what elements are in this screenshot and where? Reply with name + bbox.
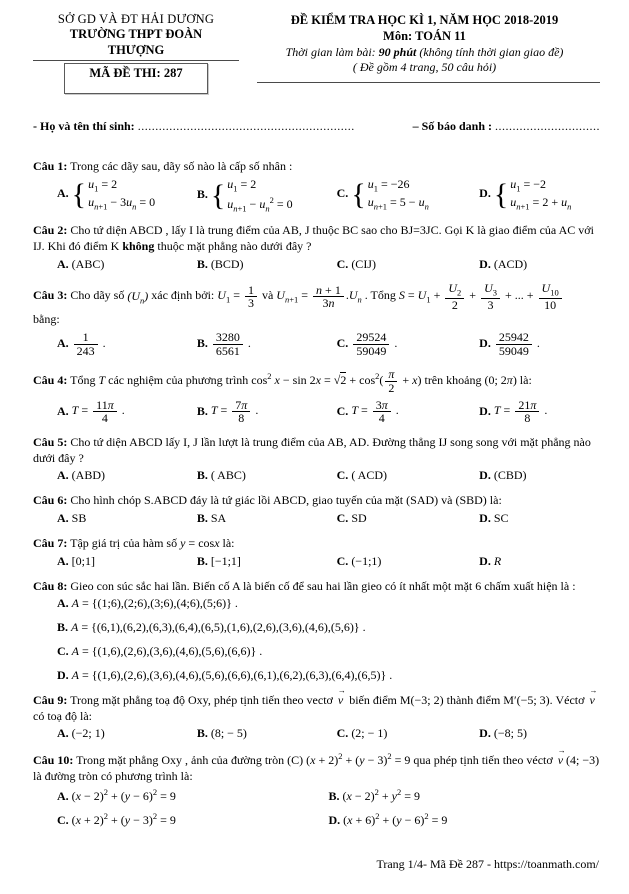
question-7-options	[33, 554, 600, 570]
question-6	[33, 493, 600, 527]
header-right-divider	[257, 82, 600, 83]
question-5-option-B: B. ( ABC)	[196, 468, 246, 483]
exam-code-box	[64, 63, 208, 94]
question-3	[33, 281, 600, 358]
question-7-option-D: D. R	[479, 553, 502, 568]
question-5-option-C: C. ( ACD)	[336, 468, 387, 483]
question-1-text: Câu 1: Trong các dãy sau, dãy số nào là cấp số nhân :	[33, 159, 293, 174]
question-9-option-C: C. (2; − 1)	[336, 726, 388, 741]
student-name-label: - Họ và tên thí sinh:	[33, 119, 135, 134]
question-10-options	[33, 787, 600, 829]
question-1-option-B: B. { $u_1 = 2$ $u_{n+1} - u_n^2 = 0$	[196, 177, 293, 213]
exam-header	[33, 12, 600, 94]
question-8-option-B: B. A = {(6,1),(6,2),(6,3),(6,4),(6,5),(1,6),(2,6),(3,6),(4,6),(5,6)} .	[57, 620, 366, 635]
school-name: TRƯỜNG THPT ĐOÀN THƯỢNG	[69, 27, 203, 57]
student-id-label: – Số báo danh :	[412, 119, 492, 134]
exam-subject: Môn: TOÁN 11	[383, 29, 466, 44]
question-10-option-A: A. $(x - 2)^2 + (y - 6)^2 = 9$	[57, 786, 176, 803]
question-4-text: Câu 4: Tổng T các nghiệm của phương trình $\cos^2 x - \sin 2x = √2 + \cos^2$( $\frac{\pi}{2}$ + x) trên khoảng (0; 2π) là:	[33, 367, 532, 395]
student-id-field	[413, 119, 600, 134]
exam-code: MÃ ĐỀ THI: 287	[89, 66, 183, 81]
question-8-option-C: C. A = {(1,6),(2,6),(3,6),(4,6),(5,6),(6,6)} .	[57, 644, 263, 659]
question-9-option-B: B. (8; − 5)	[196, 726, 247, 741]
questions	[33, 159, 600, 828]
question-7-text: Câu 7: Tập giá trị của hàm số y = cosx là:	[33, 535, 235, 550]
question-6-options	[33, 511, 600, 527]
question-8-option-D: D. A = {(1,6),(2,6),(3,6),(4,6),(5,6),(6,6),(6,1),(6,2),(6,3),(6,4),(6,5)} .	[57, 667, 393, 682]
question-5-option-D: D. (CBD)	[479, 468, 527, 483]
question-6-option-D: D. SC	[479, 511, 509, 526]
question-1-option-A: A. { $u_1 = 2$ $u_{n+1} - 3u_n = 0$	[57, 177, 156, 211]
question-1	[33, 159, 600, 214]
question-3-option-C: C. $\frac{29524}{59049}$ .	[336, 330, 398, 358]
exam-title: ĐỀ KIỂM TRA HỌC KÌ 1, NĂM HỌC 2018-2019	[290, 13, 559, 27]
question-10-option-D: D. $(x + 6)^2 + (y - 6)^2 = 9$	[328, 810, 448, 827]
question-6-text: Câu 6: Cho hình chóp S.ABCD đáy là tứ giác lồi ABCD, giao tuyến của mặt (SAD) và (SBD) là:	[33, 493, 502, 508]
question-8-options	[33, 596, 600, 683]
question-9-options	[33, 726, 600, 742]
question-5	[33, 435, 600, 484]
question-5-text: Câu 5: Cho tứ diện ABCD lấy I, J lần lượt là trung điểm của AB, AD. Đường thẳng IJ song song với mặt phẳng nào dưới đây ?	[33, 434, 591, 465]
question-8-option-A: A. A = {(1;6),(2;6),(3;6),(4;6),(5;6)} .	[57, 596, 238, 611]
question-3-option-B: B. $\frac{3280}{6561}$ .	[196, 330, 251, 358]
question-7	[33, 536, 600, 570]
question-2-option-D: D. (ACD)	[479, 256, 528, 271]
question-7-option-B: B. [−1;1]	[196, 553, 241, 568]
question-1-option-D: D. { $u_1 = -2$ $u_{n+1} = 2 + u_n$	[479, 177, 572, 211]
question-4-option-B: B. T = $\frac{7\pi}{8}$ .	[196, 397, 259, 426]
question-4-options	[33, 398, 600, 426]
question-1-option-C: C. { $u_1 = -26$ $u_{n+1} = 5 - u_n$	[336, 177, 429, 211]
question-6-option-B: B. SA	[196, 511, 227, 526]
question-4-option-C: C. T = $\frac{3\pi}{4}$ .	[336, 397, 399, 426]
student-name-dots: ..............................................................	[137, 119, 355, 134]
question-8-text: Câu 8: Gieo con súc sắc hai lần. Biến cố A là biến cố để sau hai lần gieo có ít nhất một mặt 6 chấm xuất hiện là :	[33, 578, 576, 593]
question-1-options	[33, 177, 600, 214]
question-9-option-D: D. (−8; 5)	[479, 726, 527, 741]
question-4-option-D: D. T = $\frac{21\pi}{8}$ .	[479, 397, 548, 426]
student-id-dots: ..............................	[495, 119, 600, 134]
header-right-column	[239, 12, 600, 83]
question-9-text: Câu 9: Trong mặt phẳng toạ độ Oxy, phép tịnh tiến theo vectơ v → biến điểm M(−3; 2) thành điểm M′(−5; 3). Véctơ v → có toạ độ là:	[33, 693, 600, 725]
question-10-option-C: C. $(x + 2)^2 + (y - 3)^2 = 9$	[57, 810, 176, 827]
question-5-option-A: A. (ABD)	[57, 468, 105, 483]
question-3-option-A: A. $\frac{1}{243}$ .	[57, 330, 106, 358]
question-9-option-A: A. (−2; 1)	[57, 726, 105, 741]
question-4	[33, 367, 600, 425]
question-3-options	[33, 330, 600, 358]
question-2-option-A: A. (ABC)	[57, 256, 105, 271]
student-info-line	[33, 119, 600, 134]
header-left-divider	[33, 60, 239, 61]
question-5-options	[33, 468, 600, 484]
student-name-field	[33, 119, 355, 134]
question-6-option-A: A. SB	[57, 511, 87, 526]
question-2-options	[33, 257, 600, 273]
question-7-option-C: C. (−1;1)	[336, 553, 382, 568]
department-name: SỞ GD VÀ ĐT HẢI DƯƠNG	[57, 12, 215, 26]
page-footer: Trang 1/4- Mã Đề 287 - https://toanmath.com/	[376, 857, 599, 871]
question-10	[33, 751, 600, 828]
question-10-option-B: B. $(x - 2)^2 + y^2 = 9$	[328, 786, 420, 803]
question-4-option-A: A. T = $\frac{11\pi}{4}$ .	[57, 397, 125, 426]
exam-pages-note: ( Đề gồm 4 trang, 50 câu hỏi)	[352, 60, 497, 75]
question-7-option-A: A. [0;1]	[57, 553, 95, 568]
question-2	[33, 223, 600, 272]
question-10-text: Câu 10: Trong mặt phẳng Oxy , ảnh của đường tròn (C) $(x + 2)^2 + (y - 3)^2 = 9$ qua phép tịnh tiến theo véctơ v → (4; −3) là đường tròn có phương trình là:	[33, 751, 600, 785]
question-9	[33, 693, 600, 742]
question-6-option-C: C. SD	[336, 511, 367, 526]
question-3-option-D: D. $\frac{25942}{59049}$ .	[479, 330, 540, 358]
question-2-option-B: B. (BCD)	[196, 256, 244, 271]
question-2-option-C: C. (CIJ)	[336, 256, 376, 271]
exam-duration: Thời gian làm bài: 90 phút (không tính thời gian giao đề)	[285, 44, 564, 59]
question-2-text: Câu 2: Cho tứ diện ABCD , lấy I là trung điểm của AB, J thuộc BC sao cho BJ=3JC. Gọi K là giao điểm của AC với IJ. Khi đó điểm K không thuộc mặt phẳng nào dưới đây ?	[33, 222, 594, 253]
header-left-column	[33, 12, 239, 94]
question-3-text: Câu 3: Cho dãy số $(U_n)$ xác định bởi: $U_1$ = $\frac{1}{3}$ và $U_{n+1}$ = $\frac{n + 1}{3n}$ $.U_n$ . Tổng $S = U_1$ + $\frac{U_2}{2}$ + $\frac{U_3}{3}$ + ... + $\frac{U_{10}}{10}$ bằng:	[33, 281, 600, 328]
question-8	[33, 579, 600, 684]
